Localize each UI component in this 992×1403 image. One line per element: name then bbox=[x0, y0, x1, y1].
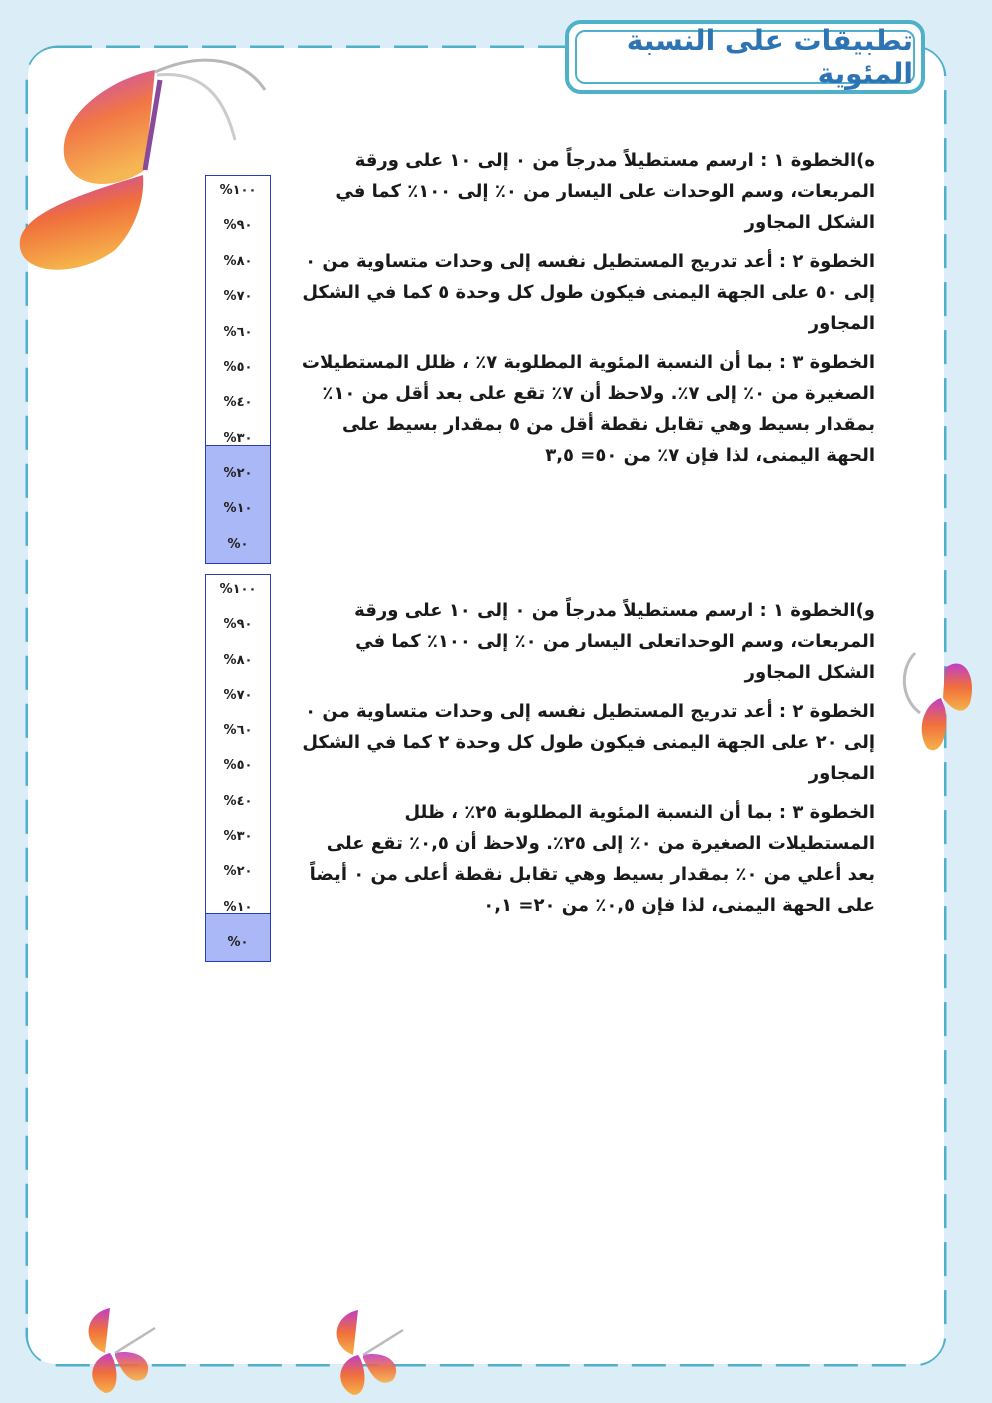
percent-bar-h-tick-label: %٨٠ bbox=[223, 253, 253, 269]
title-box bbox=[565, 20, 925, 94]
section-w-step3: الخطوة ٣ : بما أن النسبة المئوية المطلوبة ٢٥٪ ، ظلل المستطيلات الصغيرة من ٠٪ إلى ٢٥٪. ولاحظ أن ٠,٥٪ تقع على بعد أعلي من ٠٪ بمقدار بسيط وهي تقابل نقطة أعلى من ٠ أيضاً على الحهة اليمنى، لذا فإن ٠,٥٪ من ٢٠= ٠,١ bbox=[309, 802, 875, 916]
percent-bar-h-tick-label: %٢٠ bbox=[223, 465, 253, 481]
page-title: تطبيقات على النسبة المئوية bbox=[575, 30, 915, 84]
butterfly-icon-bottom-left bbox=[70, 1298, 170, 1398]
percent-bar-h-tick-label: %١٠ bbox=[223, 501, 253, 517]
butterfly-icon-bottom-middle bbox=[318, 1300, 418, 1400]
percent-bar-w-tick-label: %٩٠ bbox=[223, 617, 253, 633]
percent-bar-w-tick-label: %١٠ bbox=[223, 899, 253, 915]
percent-bar-w-tick-label: %٤٠ bbox=[223, 793, 253, 809]
section-h-step1: ه)الخطوة ١ : ارسم مستطيلاً مدرجاً من ٠ إلى ١٠ على ورقة المربعات، وسم الوحدات على اليسار من ٠٪ إلى ١٠٠٪ كما في الشكل المجاور bbox=[335, 150, 875, 233]
section-h-text bbox=[300, 145, 875, 479]
percent-bar-h-tick-label: %٧٠ bbox=[223, 289, 253, 305]
percent-bar-w-tick-label: %٦٠ bbox=[223, 723, 253, 739]
percent-bar-h-tick-label: %٥٠ bbox=[223, 359, 253, 375]
percent-bar-h-tick-label: %٦٠ bbox=[223, 324, 253, 340]
percent-bar-h-tick-label: %٠ bbox=[227, 536, 249, 552]
percent-bar-w-tick-label: %٨٠ bbox=[223, 652, 253, 668]
section-w-step1: و)الخطوة ١ : ارسم مستطيلاً مدرجاً من ٠ إلى ١٠ على ورقة المربعات، وسم الوحداتعلى اليسار من ٠٪ إلى ١٠٠٪ كما في الشكل المجاور bbox=[354, 600, 875, 683]
butterfly-icon-top-left bbox=[5, 40, 290, 290]
percent-bar-w-tick-label: %٢٠ bbox=[223, 864, 253, 880]
percent-bar-h-tick-label: %١٠٠ bbox=[219, 183, 257, 199]
percent-bar-w-tick-label: %٧٠ bbox=[223, 687, 253, 703]
section-h-step2: الخطوة ٢ : أعد تدريج المستطيل نفسه إلى وحدات متساوية من ٠ إلى ٥٠ على الجهة اليمنى فيكون طول كل وحدة ٥ كما في الشكل المجاور bbox=[302, 251, 875, 334]
section-h-step3: الخطوة ٣ : بما أن النسبة المئوية المطلوبة ٧٪ ، ظلل المستطيلات الصغيرة من ٠٪ إلى ٧٪. ولاحظ أن ٧٪ تقع على بعد أقل من ١٠٪ بمقدار بسيط وهي تقابل نقطة أقل من ٥ بمقدار بسيط على الحهة اليمنى، لذا فإن ٧٪ من ٥٠= ٣,٥ bbox=[301, 352, 875, 466]
percent-bar-w-tick-label: %٥٠ bbox=[223, 758, 253, 774]
butterfly-icon-right bbox=[895, 648, 980, 760]
percent-bar-w-tick-label: %٣٠ bbox=[223, 828, 253, 844]
percent-bar-h-tick-label: %٩٠ bbox=[223, 218, 253, 234]
section-w-text bbox=[295, 595, 875, 929]
section-w-step2: الخطوة ٢ : أعد تدريج المستطيل نفسه إلى وحدات متساوية من ٠ إلى ٢٠ على الجهة اليمنى فيكون طول كل وحدة ٢ كما في الشكل المجاور bbox=[302, 701, 875, 784]
percent-bar-w-tick-label: %١٠٠ bbox=[219, 582, 257, 598]
percent-bar-w-tick-label: %٠ bbox=[227, 934, 249, 950]
percent-bar-h-tick-label: %٤٠ bbox=[223, 395, 253, 411]
percent-bar-h-tick-label: %٣٠ bbox=[223, 430, 253, 446]
percent-bar-w bbox=[205, 574, 271, 962]
